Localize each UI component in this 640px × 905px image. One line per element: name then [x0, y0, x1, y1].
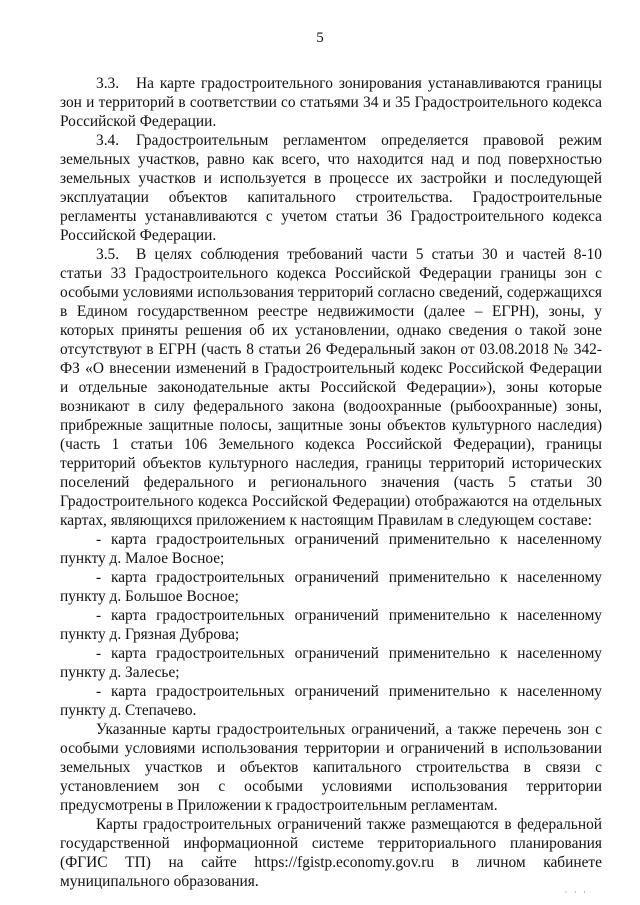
document-body	[60, 74, 602, 891]
paragraph-number: 3.3.	[96, 75, 120, 92]
paragraph-number: 3.4.	[96, 132, 120, 149]
closing-paragraph: Указанные карты градостроительных ограничений, а также перечень зон с особыми условиями использования территории и ограничений в использовании земельных участков и объектов капитального строительства в связи с установлением зон с особыми условиями использования территории предусмотрены в Приложении к градостроительным регламентам.	[60, 721, 602, 814]
page-number: 5	[316, 30, 324, 46]
list-item: - карта градостроительных ограничений применительно к населенному пункту д. Большое Восное;	[60, 569, 602, 605]
list-item: - карта градостроительных ограничений применительно к населенному пункту д. Грязная Дуброва;	[60, 607, 602, 643]
paragraph-text: В целях соблюдения требований части 5 статьи 30 и частей 8-10 статьи 33 Градостроительного кодекса Российской Федерации границы зон с особыми условиями использования территорий согласно сведений, содержащихся в Едином государственном реестре недвижимости (далее – ЕГРН), зоны, у которых приняты решения об их установлении, однако сведения о такой зоне отсутствуют в ЕГРН (часть 8 статьи 26 Федеральный закон от 03.08.2018 № 342-ФЗ «О внесении изменений в Градостроительный кодекс Российской Федерации и отдельные законодательные акты Российской Федерации»), зоны которые возникают в силу федерального закона (водоохранные (рыбоохранные) зоны, прибрежные защитные полосы, защитные зоны объектов культурного наследия) (часть 1 статьи 106 Земельного кодекса Российской Федерации), границы территорий объектов культурного наследия, границы территорий исторических поселений федерального и регионального значения (часть 5 статьи 30 Градостроительного кодекса Российской Федерации) отображаются на отдельных картах, являющихся приложением к настоящим Правилам в следующем составе:	[60, 246, 602, 529]
list-item: - карта градостроительных ограничений применительно к населенному пункту д. Степачево.	[60, 683, 602, 719]
paragraph-3-5	[60, 245, 602, 530]
list-item: - карта градостроительных ограничений применительно к населенному пункту д. Залесье;	[60, 645, 602, 681]
paragraph-text: На карте градостроительного зонирования устанавливаются границы зон и территорий в соответствии со статьями 34 и 35 Градостроительного кодекса Российской Федерации.	[60, 75, 602, 130]
scan-mark: · · ·	[564, 887, 588, 897]
paragraph-3-4	[60, 131, 602, 245]
list-item: - карта градостроительных ограничений применительно к населенному пункту д. Малое Восное;	[60, 531, 602, 567]
paragraph-text: Градостроительным регламентом определяется правовой режим земельных участков, равно как всего, что находится над и под поверхностью земельных участков и используется в процессе их застройки и последующей эксплуатации объектов капитального строительства. Градостроительные регламенты устанавливаются с учетом статьи 36 Градостроительного кодекса Российской Федерации.	[60, 132, 602, 244]
closing-paragraph: Карты градостроительных ограничений также размещаются в федеральной государственной информационной системе территориального планирования (ФГИС ТП) на сайте https://fgistp.economy.gov.ru в личном кабинете муниципального образования.	[60, 816, 602, 890]
paragraph-number: 3.5.	[96, 246, 120, 263]
paragraph-3-3	[60, 74, 602, 131]
